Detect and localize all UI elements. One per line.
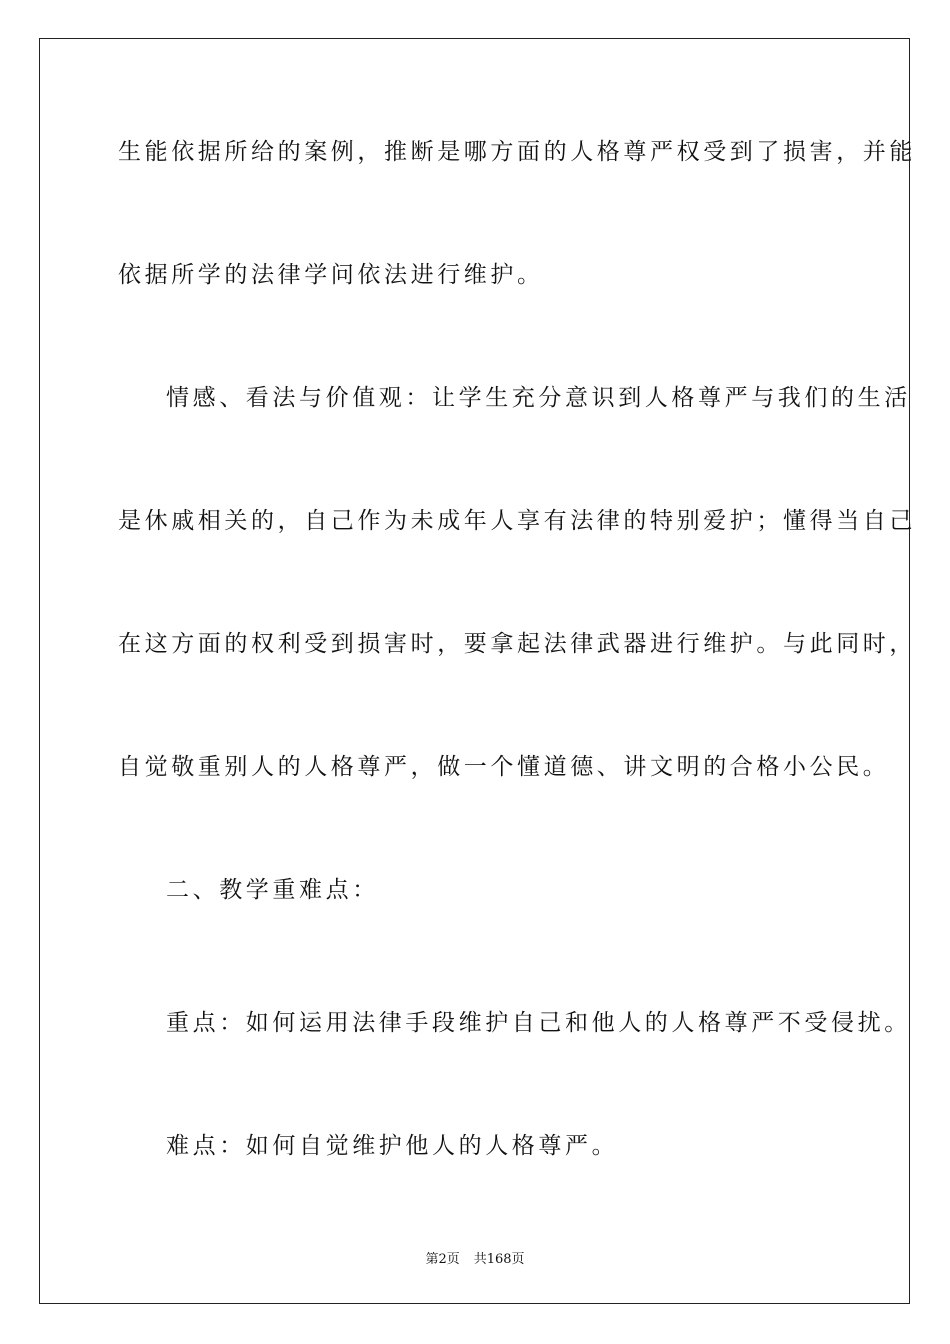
section-heading: 二、教学重难点： [166,877,379,903]
page-footer [0,1248,950,1267]
text-line: 依据所学的法律学问依法进行维护。 [118,262,544,288]
text-line: 是休戚相关的，自己作为未成年人享有法律的特别爱护；懂得当自己 [118,508,916,534]
page-total: 共168页 [473,1252,525,1267]
text-line: 情感、看法与价值观：让学生充分意识到人格尊严与我们的生活 [166,385,911,411]
page-number: 第2页 [425,1252,460,1267]
text-line: 自觉敬重别人的人格尊严，做一个懂道德、讲文明的合格小公民。 [118,754,890,780]
page-frame [39,38,916,1304]
text-line: 生能依据所给的案例，推断是哪方面的人格尊严权受到了损害，并能 [118,139,916,165]
text-line: 在这方面的权利受到损害时，要拿起法律武器进行维护。与此同时， [118,631,916,657]
text-line: 重点：如何运用法律手段维护自己和他人的人格尊严不受侵扰。 [166,1010,911,1036]
text-line: 难点：如何自觉维护他人的人格尊严。 [166,1133,619,1159]
